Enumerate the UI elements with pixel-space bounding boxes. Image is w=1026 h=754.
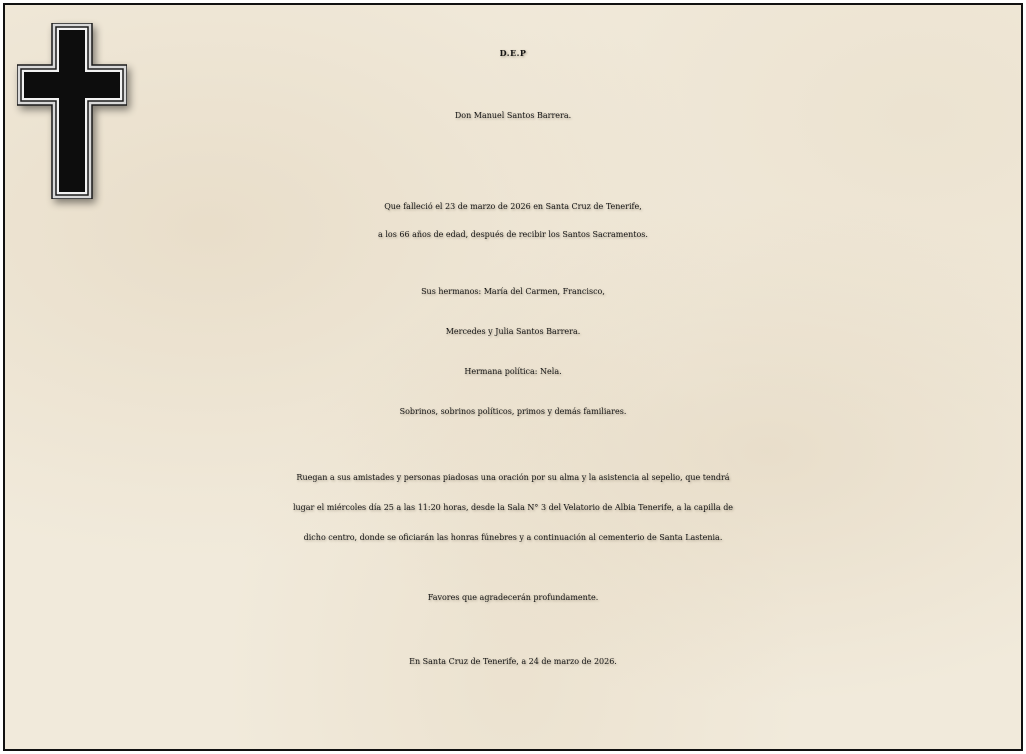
deceased-name: Don Manuel Santos Barrera. [454,111,572,120]
request-line-3: dicho centro, donde se oficiarán las honras fúnebres y a continuación al cementerio de Santa Lastenia. [303,533,723,542]
family-line-1: Sus hermanos: María del Carmen, Francisco, [421,287,605,296]
death-info-line-2: a los 66 años de edad, después de recibir los Santos Sacramentos. [378,230,648,239]
death-info-line-1: Que falleció el 23 de marzo de 2026 en Santa Cruz de Tenerife, [384,202,642,211]
thanks-line: Favores que agradecerán profundamente. [427,593,599,602]
dep-heading: D.E.P [499,48,527,58]
family-line-4: Sobrinos, sobrinos políticos, primos y demás familiares. [399,407,627,416]
closing-place-date: En Santa Cruz de Tenerife, a 24 de marzo de 2026. [409,657,617,666]
request-line-2: lugar el miércoles día 25 a las 11:20 horas, desde la Sala N° 3 del Velatorio de Albia Tenerife, a la capilla de [292,503,734,512]
family-line-2: Mercedes y Julia Santos Barrera. [445,327,581,336]
obituary-card [3,3,1023,751]
request-line-1: Ruegan a sus amistades y personas piadosas una oración por su alma y la asistencia al sepelio, que tendrá [296,473,730,482]
family-line-3: Hermana política: Nela. [464,367,562,376]
